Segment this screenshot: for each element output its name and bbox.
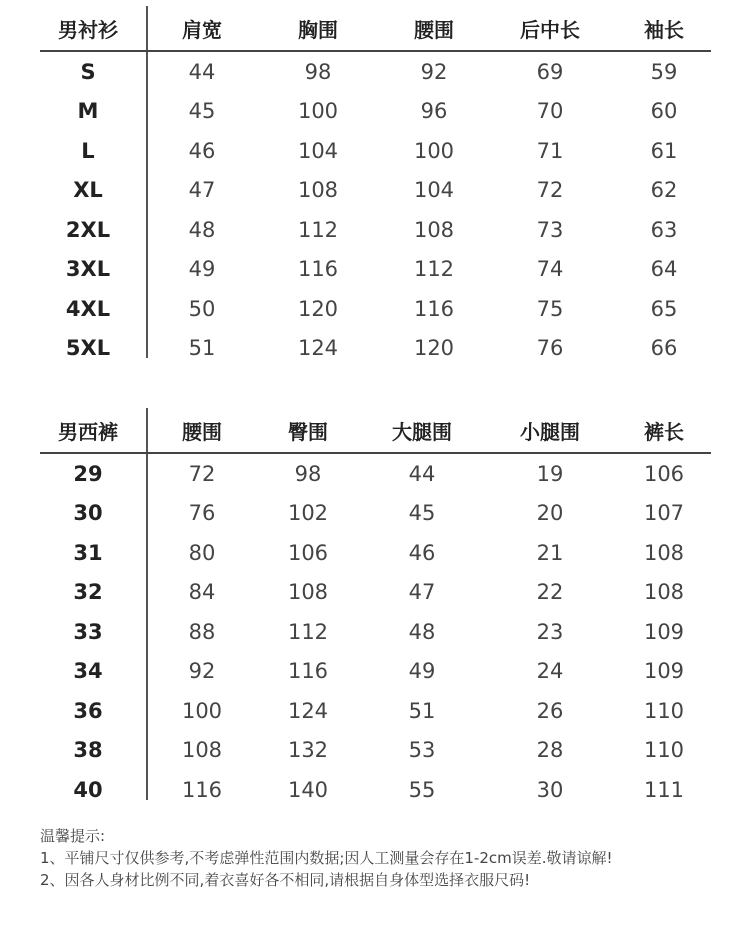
- table-cell: 132: [287, 738, 329, 763]
- table-cell: 74: [536, 257, 564, 282]
- shirt-header-size: 男衬衫: [58, 17, 118, 42]
- table-row: [40, 52, 711, 92]
- table-cell: 102: [287, 501, 329, 526]
- table-cell: 108: [181, 738, 223, 763]
- table-cell: 116: [181, 777, 223, 802]
- notes-line-2: 2、因各人身材比例不同,着衣喜好各不相同,请根据自身体型选择衣服尺码!: [40, 871, 531, 889]
- table-cell: 72: [536, 178, 564, 203]
- size-label: 38: [73, 738, 103, 763]
- table-cell: 65: [650, 296, 678, 321]
- table-cell: 75: [536, 296, 564, 321]
- shirt-header-shoulder: 肩宽: [182, 17, 222, 42]
- table-cell: 108: [297, 178, 339, 203]
- table-cell: 26: [536, 698, 564, 723]
- pants-size-table: [40, 408, 711, 810]
- size-label: M: [77, 99, 99, 124]
- table-row: [40, 329, 711, 369]
- pants-header-waist: 腰围: [182, 419, 222, 444]
- table-cell: 63: [650, 217, 678, 242]
- table-row: [40, 171, 711, 211]
- shirt-table-header: [40, 6, 711, 52]
- table-row: [40, 652, 711, 692]
- table-cell: 104: [297, 138, 339, 163]
- table-cell: 110: [643, 698, 685, 723]
- table-row: [40, 210, 711, 250]
- table-cell: 30: [536, 777, 564, 802]
- table-cell: 69: [536, 59, 564, 84]
- table-row: [40, 731, 711, 771]
- table-cell: 98: [304, 59, 332, 84]
- table-cell: 100: [297, 99, 339, 124]
- table-row: [40, 612, 711, 652]
- table-cell: 22: [536, 580, 564, 605]
- table-cell: 48: [408, 619, 436, 644]
- shirt-table-body: [40, 52, 711, 368]
- table-cell: 28: [536, 738, 564, 763]
- table-row: [40, 250, 711, 290]
- table-cell: 108: [413, 217, 455, 242]
- table-row: [40, 691, 711, 731]
- size-label: 29: [73, 461, 103, 486]
- size-label: S: [80, 59, 96, 84]
- table-cell: 59: [650, 59, 678, 84]
- table-cell: 109: [643, 619, 685, 644]
- table-cell: 66: [650, 336, 678, 361]
- size-label: 2XL: [65, 217, 111, 242]
- table-cell: 124: [287, 698, 329, 723]
- size-label: XL: [73, 178, 103, 203]
- table-cell: 110: [643, 738, 685, 763]
- table-cell: 107: [643, 501, 685, 526]
- table-cell: 80: [188, 540, 216, 565]
- table-cell: 116: [297, 257, 339, 282]
- table-cell: 55: [408, 777, 436, 802]
- pants-header-size: 男西裤: [58, 419, 118, 444]
- table-cell: 62: [650, 178, 678, 203]
- table-cell: 92: [420, 59, 448, 84]
- size-label: 33: [73, 619, 103, 644]
- table-cell: 71: [536, 138, 564, 163]
- table-cell: 44: [188, 59, 216, 84]
- table-row: [40, 770, 711, 810]
- size-label: 4XL: [65, 296, 111, 321]
- table-cell: 76: [188, 501, 216, 526]
- table-cell: 72: [188, 461, 216, 486]
- table-cell: 109: [643, 659, 685, 684]
- size-label: 34: [73, 659, 103, 684]
- size-label: L: [81, 138, 95, 163]
- table-row: [40, 494, 711, 534]
- table-cell: 51: [188, 336, 216, 361]
- table-cell: 112: [297, 217, 339, 242]
- table-cell: 84: [188, 580, 216, 605]
- table-cell: 112: [413, 257, 455, 282]
- table-cell: 64: [650, 257, 678, 282]
- table-cell: 44: [408, 461, 436, 486]
- table-cell: 24: [536, 659, 564, 684]
- table-cell: 111: [643, 777, 685, 802]
- table-cell: 70: [536, 99, 564, 124]
- table-row: [40, 454, 711, 494]
- table-cell: 51: [408, 698, 436, 723]
- size-label: 36: [73, 698, 103, 723]
- table-cell: 46: [188, 138, 216, 163]
- table-cell: 100: [413, 138, 455, 163]
- pants-header-thigh: 大腿围: [392, 419, 452, 444]
- table-cell: 108: [643, 580, 685, 605]
- pants-table-body: [40, 454, 711, 810]
- table-cell: 50: [188, 296, 216, 321]
- table-cell: 106: [287, 540, 329, 565]
- table-cell: 49: [408, 659, 436, 684]
- table-cell: 76: [536, 336, 564, 361]
- table-row: [40, 92, 711, 132]
- pants-header-calf: 小腿围: [520, 419, 580, 444]
- shirt-header-back-length: 后中长: [520, 17, 580, 42]
- table-cell: 60: [650, 99, 678, 124]
- table-cell: 98: [294, 461, 322, 486]
- notes-title: 温馨提示:: [40, 827, 106, 845]
- table-cell: 106: [643, 461, 685, 486]
- table-cell: 45: [408, 501, 436, 526]
- table-cell: 49: [188, 257, 216, 282]
- pants-table-header: [40, 408, 711, 454]
- pants-header-hip: 臀围: [288, 419, 328, 444]
- table-cell: 120: [413, 336, 455, 361]
- table-cell: 124: [297, 336, 339, 361]
- shirt-size-table: [40, 6, 711, 368]
- table-cell: 120: [297, 296, 339, 321]
- table-cell: 116: [413, 296, 455, 321]
- table-row: [40, 289, 711, 329]
- table-cell: 73: [536, 217, 564, 242]
- table-cell: 45: [188, 99, 216, 124]
- table-cell: 92: [188, 659, 216, 684]
- table-cell: 47: [188, 178, 216, 203]
- table-row: [40, 131, 711, 171]
- table-cell: 108: [287, 580, 329, 605]
- size-label: 30: [73, 501, 103, 526]
- table-cell: 112: [287, 619, 329, 644]
- table-cell: 88: [188, 619, 216, 644]
- shirt-header-waist: 腰围: [414, 17, 454, 42]
- table-cell: 61: [650, 138, 678, 163]
- table-cell: 47: [408, 580, 436, 605]
- size-label: 40: [73, 777, 103, 802]
- shirt-header-sleeve: 袖长: [644, 17, 684, 42]
- notes-line-1: 1、平铺尺寸仅供参考,不考虑弹性范围内数据;因人工测量会存在1-2cm误差.敬请谅解!: [40, 849, 613, 867]
- table-cell: 46: [408, 540, 436, 565]
- table-cell: 116: [287, 659, 329, 684]
- table-cell: 21: [536, 540, 564, 565]
- shirt-header-chest: 胸围: [298, 17, 338, 42]
- table-cell: 23: [536, 619, 564, 644]
- table-cell: 48: [188, 217, 216, 242]
- table-cell: 96: [420, 99, 448, 124]
- table-cell: 100: [181, 698, 223, 723]
- size-label: 32: [73, 580, 103, 605]
- table-cell: 20: [536, 501, 564, 526]
- table-cell: 104: [413, 178, 455, 203]
- table-row: [40, 573, 711, 613]
- size-label: 31: [73, 540, 103, 565]
- table-cell: 53: [408, 738, 436, 763]
- size-label: 5XL: [65, 336, 111, 361]
- size-label: 3XL: [65, 257, 111, 282]
- table-cell: 140: [287, 777, 329, 802]
- table-row: [40, 533, 711, 573]
- notes: [40, 825, 613, 891]
- table-cell: 108: [643, 540, 685, 565]
- pants-header-length: 裤长: [644, 419, 684, 444]
- table-cell: 19: [536, 461, 564, 486]
